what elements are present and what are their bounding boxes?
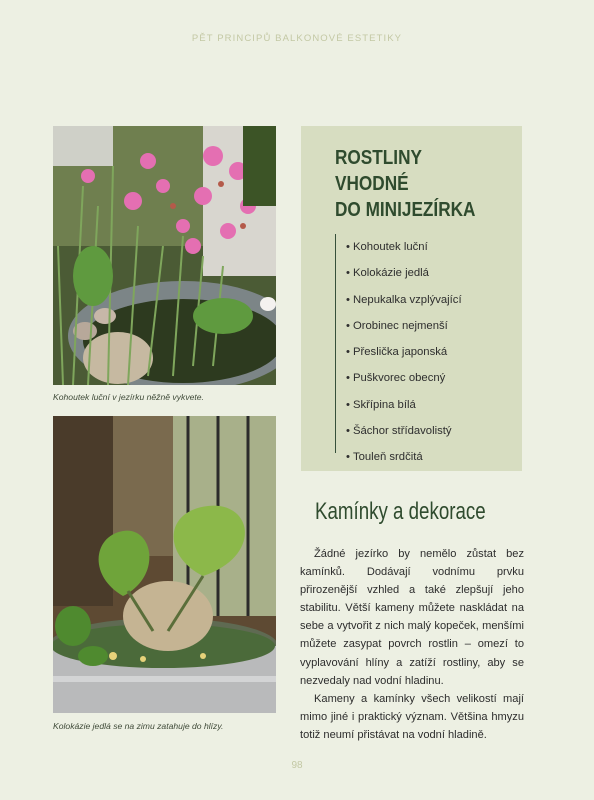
paragraph: Žádné jezírko by nemělo zůstat bez kamínků. Dodávají vodnímu prvku přirozenější vzhled a také zlepšují jeho stabilitu. Větší kameny můžete naskládat na sebe a vytvořit z nich malý kopeček, menšími můžete zasypat povrch rostlin – omezí to vyplavování hlíny a zatíží rostliny, aby se nezvedaly nad vodní hladinu. — [300, 548, 524, 687]
body-text — [300, 545, 524, 744]
running-head: PĚT PRINCIPŮ BALKONOVÉ ESTETIKY — [191, 33, 403, 44]
list-item: • Orobinec nejmenší — [346, 319, 448, 332]
list-item: • Kolokázie jedlá — [346, 267, 429, 280]
bullet-icon: • — [346, 372, 350, 385]
photo-ragged-robin — [53, 126, 276, 385]
list-item: • Přeslička japonská — [346, 346, 448, 359]
bullet-icon: • — [346, 319, 350, 332]
bullet-icon: • — [346, 267, 350, 280]
section-heading: Kamínky a dekorace — [315, 498, 486, 525]
list-item: • Nepukalka vzplývající — [346, 293, 462, 306]
page-number: 98 — [291, 760, 303, 771]
sidebar-title-line1: ROSTLINY VHODNÉ — [335, 147, 422, 195]
photo1-caption: Kohoutek luční v jezírku něžně vykvete. — [53, 392, 204, 402]
bullet-icon: • — [346, 346, 350, 359]
bullet-icon: • — [346, 241, 350, 253]
list-item: • Šáchor střídavolistý — [346, 425, 452, 438]
bullet-icon: • — [346, 451, 350, 464]
photo2-caption: Kolokázie jedlá se na zimu zatahuje do hlízy. — [53, 721, 224, 731]
list-item: • Touleň srdčitá — [346, 451, 423, 464]
bullet-icon: • — [346, 398, 350, 411]
sidebar-title-line2: DO MINIJEZÍRKA — [335, 199, 476, 221]
paragraph: Kameny a kamínky všech velikostí mají mimo jiné i praktický význam. Většina hmyzu totiž neumí přistávat na vodní hladině. — [300, 692, 524, 741]
bullet-icon: • — [346, 293, 350, 306]
list-item: • Kohoutek luční — [346, 241, 428, 253]
sidebar-title — [335, 145, 490, 223]
list-item: • Skřípina bílá — [346, 398, 416, 411]
plants-sidebar-box — [301, 126, 522, 471]
plant-list — [335, 234, 462, 464]
list-item: • Puškvorec obecný — [346, 372, 446, 385]
photo-taro-tub — [53, 416, 276, 713]
bullet-icon: • — [346, 425, 350, 438]
